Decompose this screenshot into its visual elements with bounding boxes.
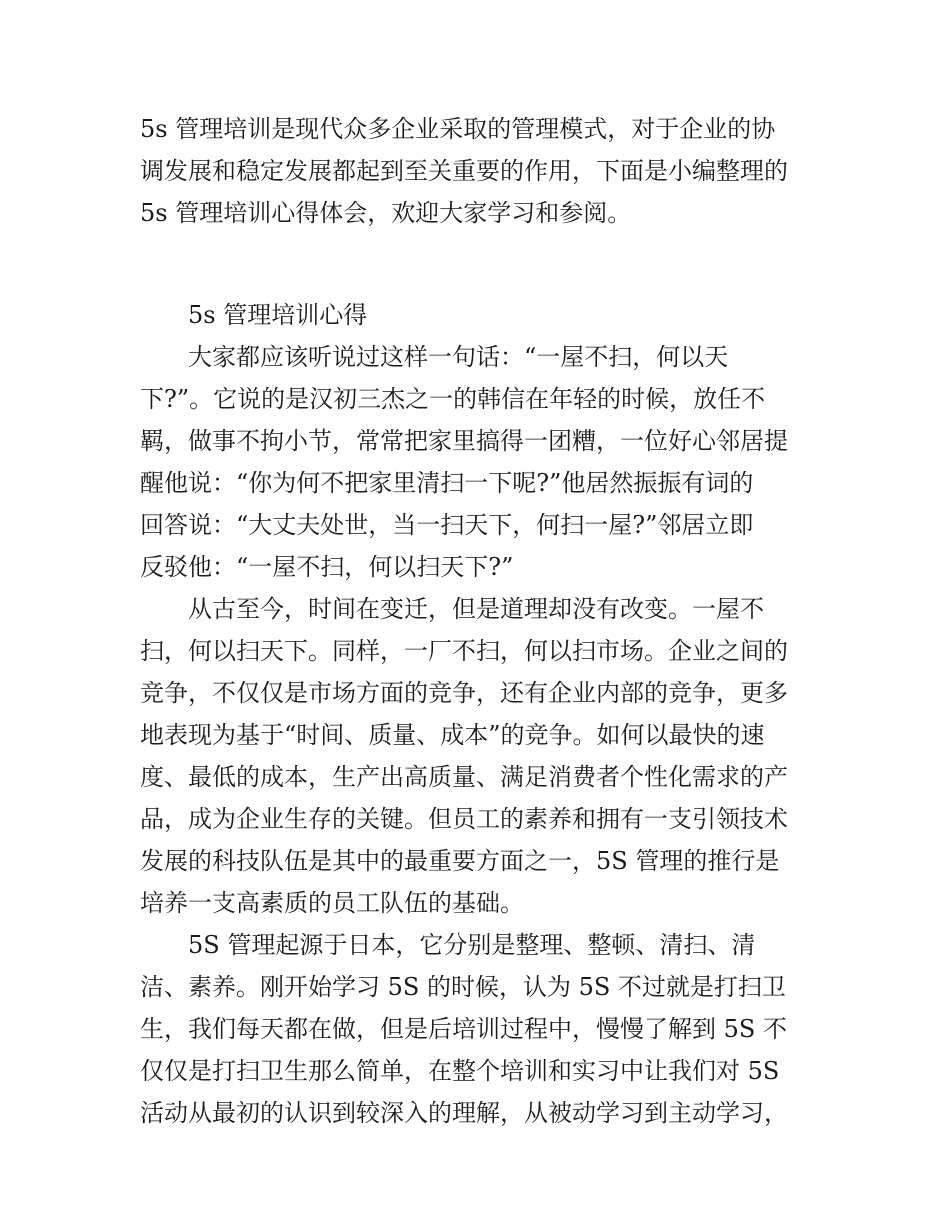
paragraph-line: 度、最低的成本，生产出高质量、满足消费者个性化需求的产 [140,763,788,791]
paragraph-line: 培养一支高素质的员工队伍的基础。 [140,889,524,917]
paragraph-line: 发展的科技队伍是其中的最重要方面之一，5S 管理的推行是 [140,847,780,875]
paragraph-line: 扫，何以扫天下。同样，一厂不扫，何以扫市场。企业之间的 [140,637,788,665]
paragraph-2 [140,588,820,924]
intro-line: 5s 管理培训是现代众多企业采取的管理模式，对于企业的协 [140,115,776,143]
paragraph-line: 醒他说：“你为何不把家里清扫一下呢?”他居然振振有词的 [140,469,754,497]
paragraph-line: 品，成为企业生存的关键。但员工的素养和拥有一支引领技术 [140,805,788,833]
paragraph-line: 大家都应该听说过这样一句话：“一屋不扫，何以天 [188,343,729,371]
paragraph-line: 洁、素养。刚开始学习 5S 的时候，认为 5S 不过就是打扫卫 [140,973,786,1001]
paragraph-line: 从古至今，时间在变迁，但是道理却没有改变。一屋不 [188,595,764,623]
paragraph-line: 地表现为基于“时间、质量、成本”的竞争。如何以最快的速 [140,721,765,749]
paragraph-3 [140,924,820,1134]
paragraph-line: 羁，做事不拘小节，常常把家里搞得一团糟，一位好心邻居提 [140,427,788,455]
document-body [140,108,820,1134]
section-title: 5s 管理培训心得 [188,301,368,329]
paragraph-line: 活动从最初的认识到较深入的理解，从被动学习到主动学习， [140,1099,788,1127]
paragraph-line: 下?”。它说的是汉初三杰之一的韩信在年轻的时候，放任不 [140,385,766,413]
paragraph-line: 仅仅是打扫卫生那么简单，在整个培训和实习中让我们对 5S [140,1057,780,1085]
paragraph-line: 5S 管理起源于日本，它分别是整理、整顿、清扫、清 [188,931,756,959]
paragraph-line: 回答说：“大丈夫处世，当一扫天下，何扫一屋?”邻居立即 [140,511,754,539]
paragraph-line: 生，我们每天都在做，但是后培训过程中，慢慢了解到 5S 不 [140,1015,787,1043]
paragraph-1 [140,336,820,588]
paragraph-line: 竞争，不仅仅是市场方面的竞争，还有企业内部的竞争，更多 [140,679,788,707]
intro-line: 调发展和稳定发展都起到至关重要的作用，下面是小编整理的 [140,157,788,185]
paragraph-gap [140,234,820,294]
intro-paragraph [140,108,820,234]
intro-line: 5s 管理培训心得体会，欢迎大家学习和参阅。 [140,199,632,227]
paragraph-line: 反驳他：“一屋不扫，何以扫天下?” [140,553,514,581]
